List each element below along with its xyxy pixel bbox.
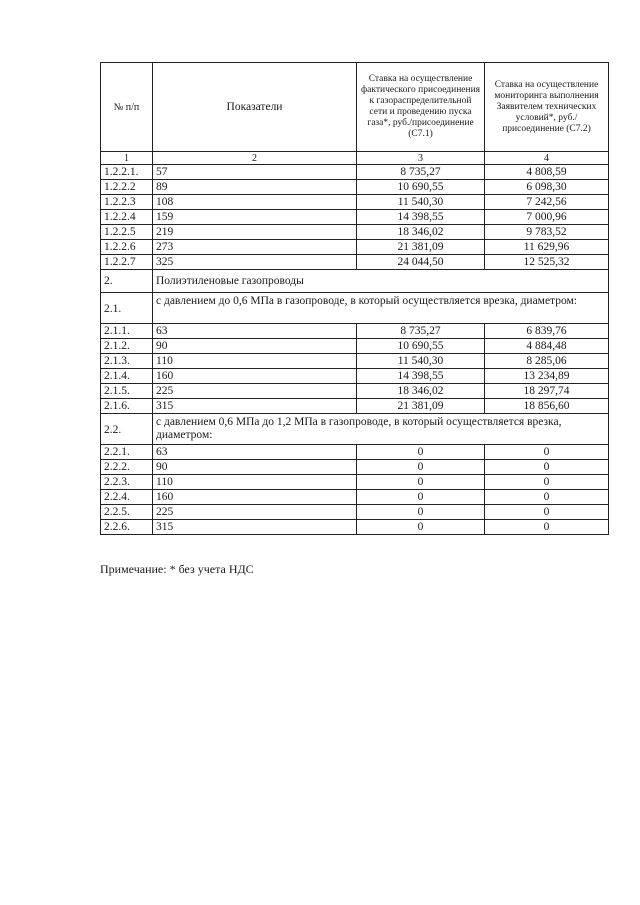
row-c3: 8 735,27 — [357, 165, 485, 180]
row-name: 225 — [153, 505, 357, 520]
table-row — [101, 180, 609, 195]
table-row — [101, 354, 609, 369]
row-c4: 0 — [485, 505, 609, 520]
table-row — [101, 339, 609, 354]
table-row — [101, 460, 609, 475]
row-c3: 10 690,55 — [357, 180, 485, 195]
footnote: Примечание: * без учета НДС — [100, 562, 254, 576]
subsection-title: с давлением 0,6 МПа до 1,2 МПа в газопроводе, в который осуществляется врезка, диаметром: — [153, 414, 609, 445]
column-number: 3 — [357, 152, 485, 165]
header-indicator: Показатели — [153, 63, 357, 152]
row-name: 315 — [153, 520, 357, 535]
row-c4: 6 839,76 — [485, 324, 609, 339]
row-c4: 9 783,52 — [485, 225, 609, 240]
row-c3: 0 — [357, 460, 485, 475]
row-id: 2.1.6. — [101, 399, 153, 414]
column-numbers-row — [101, 152, 609, 165]
table-row — [101, 195, 609, 210]
row-id: 2.1.5. — [101, 384, 153, 399]
header-num: № п/п — [101, 63, 153, 152]
column-number: 1 — [101, 152, 153, 165]
subsection-row — [101, 414, 609, 445]
row-c4: 4 808,59 — [485, 165, 609, 180]
row-name: 89 — [153, 180, 357, 195]
row-id: 1.2.2.4 — [101, 210, 153, 225]
row-name: 108 — [153, 195, 357, 210]
column-number: 4 — [485, 152, 609, 165]
section-row — [101, 270, 609, 293]
row-name: 160 — [153, 369, 357, 384]
row-id: 2.2.4. — [101, 490, 153, 505]
row-c4: 0 — [485, 490, 609, 505]
row-name: 219 — [153, 225, 357, 240]
row-c4: 11 629,96 — [485, 240, 609, 255]
section-title: Полиэтиленовые газопроводы — [153, 270, 609, 293]
table-row — [101, 475, 609, 490]
row-id: 1.2.2.7 — [101, 255, 153, 270]
row-c4: 0 — [485, 460, 609, 475]
section-id: 2. — [101, 270, 153, 293]
row-id: 1.2.2.2 — [101, 180, 153, 195]
row-id: 2.2.2. — [101, 460, 153, 475]
row-name: 273 — [153, 240, 357, 255]
row-c3: 0 — [357, 505, 485, 520]
row-name: 63 — [153, 445, 357, 460]
row-name: 159 — [153, 210, 357, 225]
table-row — [101, 165, 609, 180]
row-name: 57 — [153, 165, 357, 180]
row-c4: 7 242,56 — [485, 195, 609, 210]
row-c4: 18 856,60 — [485, 399, 609, 414]
row-name: 325 — [153, 255, 357, 270]
row-name: 63 — [153, 324, 357, 339]
row-id: 2.2.6. — [101, 520, 153, 535]
row-c3: 0 — [357, 520, 485, 535]
row-id: 2.2.3. — [101, 475, 153, 490]
table-row — [101, 490, 609, 505]
row-c3: 0 — [357, 445, 485, 460]
row-id: 2.1.4. — [101, 369, 153, 384]
row-name: 110 — [153, 354, 357, 369]
subsection-row — [101, 293, 609, 324]
row-c4: 13 234,89 — [485, 369, 609, 384]
row-c4: 12 525,32 — [485, 255, 609, 270]
row-c3: 14 398,55 — [357, 210, 485, 225]
row-c4: 4 884,48 — [485, 339, 609, 354]
subsection-title: с давлением до 0,6 МПа в газопроводе, в который осуществляется врезка, диаметром: — [153, 293, 609, 324]
row-c4: 0 — [485, 445, 609, 460]
row-id: 2.1.3. — [101, 354, 153, 369]
row-c4: 18 297,74 — [485, 384, 609, 399]
row-id: 1.2.2.3 — [101, 195, 153, 210]
row-c4: 6 098,30 — [485, 180, 609, 195]
row-c3: 24 044,50 — [357, 255, 485, 270]
row-c3: 14 398,55 — [357, 369, 485, 384]
row-id: 2.1.1. — [101, 324, 153, 339]
row-c4: 8 285,06 — [485, 354, 609, 369]
row-name: 315 — [153, 399, 357, 414]
row-id: 2.2.1. — [101, 445, 153, 460]
row-c3: 21 381,09 — [357, 399, 485, 414]
row-c4: 7 000,96 — [485, 210, 609, 225]
table-row — [101, 445, 609, 460]
subsection-id: 2.2. — [101, 414, 153, 445]
row-c3: 21 381,09 — [357, 240, 485, 255]
row-c3: 10 690,55 — [357, 339, 485, 354]
table-row — [101, 399, 609, 414]
row-c4: 0 — [485, 475, 609, 490]
table-row — [101, 324, 609, 339]
tariff-table — [100, 62, 609, 535]
row-c3: 11 540,30 — [357, 354, 485, 369]
table-row — [101, 384, 609, 399]
table-row — [101, 505, 609, 520]
row-id: 1.2.2.1. — [101, 165, 153, 180]
row-id: 2.2.5. — [101, 505, 153, 520]
column-number: 2 — [153, 152, 357, 165]
row-c4: 0 — [485, 520, 609, 535]
header-col3: Ставка на осуществление фактического присоединения к газораспределительной сети и проведению пуска газа*, руб./присоединение (С7.1) — [357, 63, 485, 152]
row-name: 110 — [153, 475, 357, 490]
row-c3: 0 — [357, 475, 485, 490]
table-header-row — [101, 63, 609, 152]
table-row — [101, 210, 609, 225]
table-row — [101, 240, 609, 255]
table-row — [101, 225, 609, 240]
row-id: 2.1.2. — [101, 339, 153, 354]
row-c3: 0 — [357, 490, 485, 505]
row-name: 225 — [153, 384, 357, 399]
subsection-id: 2.1. — [101, 293, 153, 324]
row-c3: 11 540,30 — [357, 195, 485, 210]
row-id: 1.2.2.5 — [101, 225, 153, 240]
row-name: 160 — [153, 490, 357, 505]
row-c3: 8 735,27 — [357, 324, 485, 339]
row-c3: 18 346,02 — [357, 384, 485, 399]
row-name: 90 — [153, 460, 357, 475]
table-row — [101, 255, 609, 270]
row-name: 90 — [153, 339, 357, 354]
row-id: 1.2.2.6 — [101, 240, 153, 255]
table-row — [101, 520, 609, 535]
row-c3: 18 346,02 — [357, 225, 485, 240]
table-row — [101, 369, 609, 384]
header-col4: Ставка на осуществление мониторинга выполнения Заявителем технических условий*, руб./присоединение (С7.2) — [485, 63, 609, 152]
